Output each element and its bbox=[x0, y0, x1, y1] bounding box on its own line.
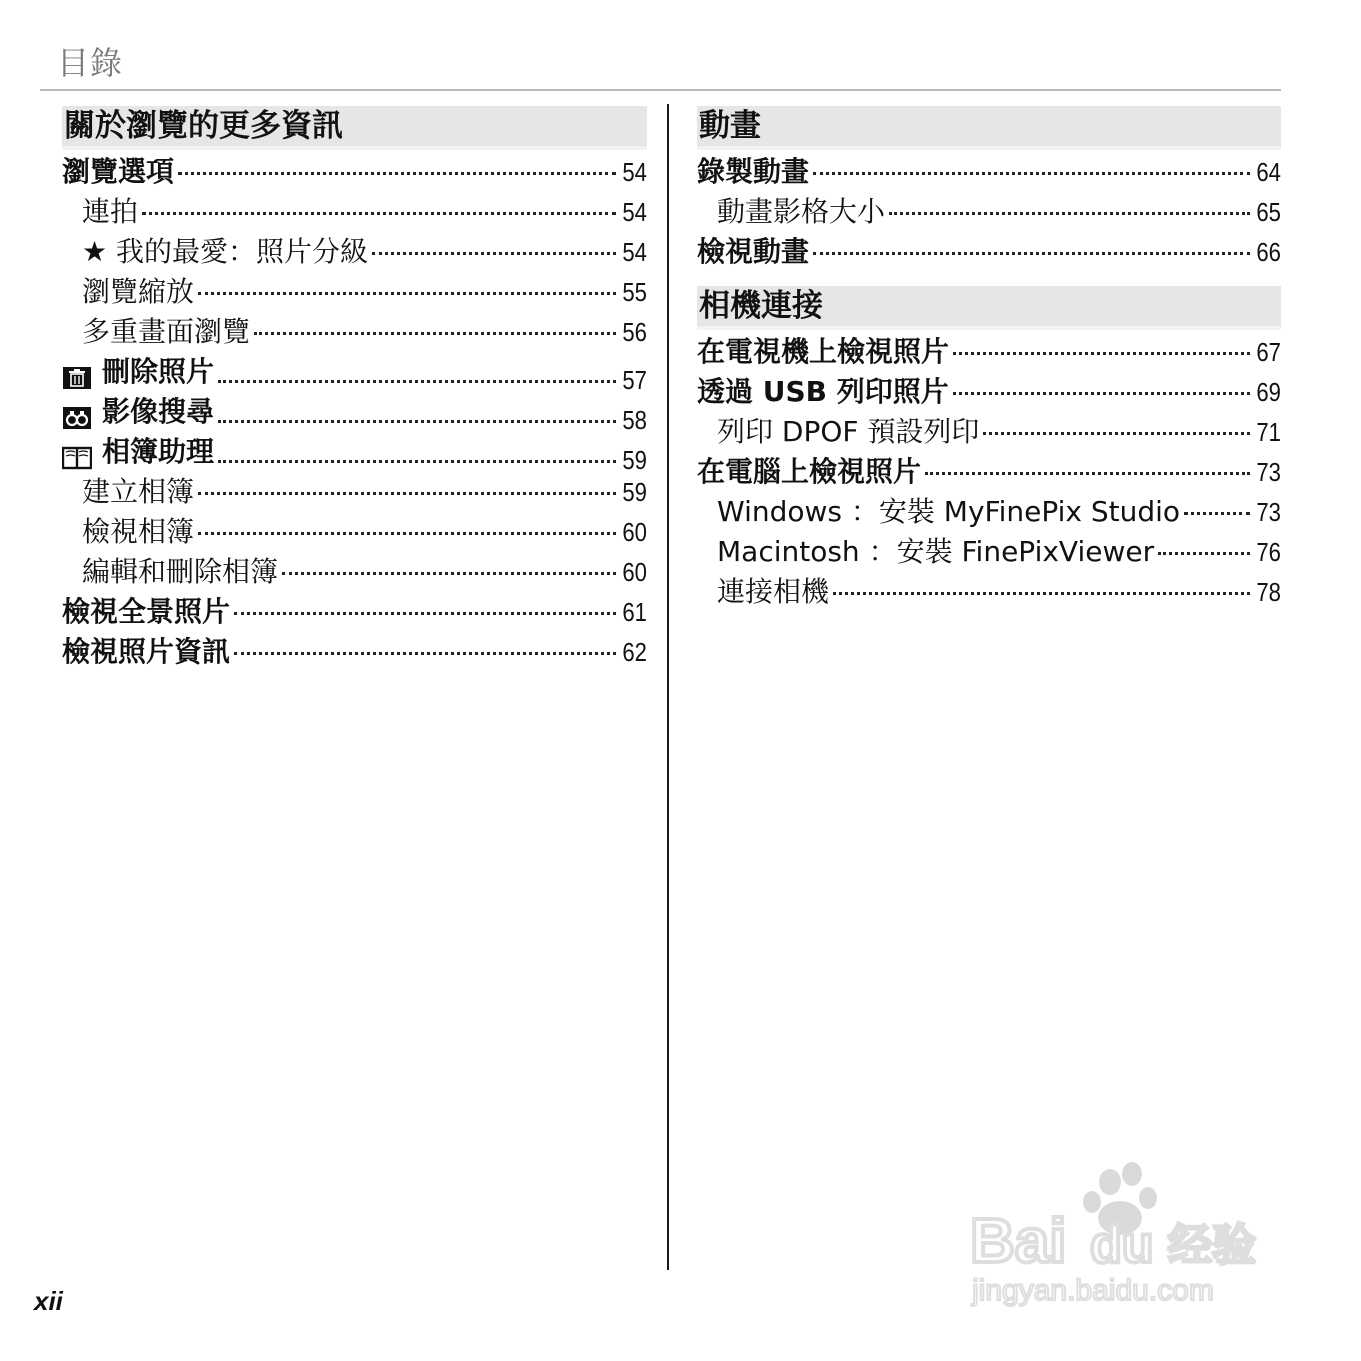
toc-entry[interactable] bbox=[697, 412, 1281, 452]
toc-page-number: 54 bbox=[622, 197, 647, 227]
dot-leader bbox=[234, 652, 616, 655]
svg-text:Bai: Bai bbox=[970, 1207, 1067, 1276]
toc-page-number: 57 bbox=[622, 365, 647, 395]
column-divider bbox=[667, 104, 669, 1270]
toc-page-number: 55 bbox=[622, 277, 647, 307]
toc-entry[interactable] bbox=[62, 632, 647, 672]
page-header-title: 目錄 bbox=[57, 44, 124, 82]
toc-page-number: 69 bbox=[1256, 377, 1281, 407]
toc-entry-label: ★ 我的最愛：照片分級 bbox=[82, 235, 369, 268]
toc-entry[interactable] bbox=[62, 592, 647, 632]
toc-entry-title bbox=[697, 332, 949, 372]
toc-page-number: 65 bbox=[1256, 197, 1281, 227]
toc-entry-title bbox=[62, 432, 214, 472]
section-heading: 動畫 bbox=[697, 106, 1281, 150]
toc-entry-label: Windows ：安裝 MyFinePix Studio bbox=[717, 495, 1181, 528]
toc-entry-label: 檢視全景照片 bbox=[62, 595, 231, 628]
page-number: xii bbox=[34, 1286, 63, 1316]
left-column bbox=[62, 106, 647, 686]
toc-entry-label: 多重畫面瀏覽 bbox=[82, 315, 251, 348]
toc-entry-title bbox=[82, 312, 250, 352]
toc-entry-title bbox=[697, 152, 809, 192]
toc-page-number: 64 bbox=[1256, 157, 1281, 187]
toc-entry-title bbox=[697, 372, 949, 412]
toc-entry-title bbox=[717, 572, 829, 612]
dot-leader bbox=[372, 252, 616, 255]
toc-entry[interactable] bbox=[62, 552, 647, 592]
toc-entry[interactable] bbox=[697, 452, 1281, 492]
baidu-watermark-logo bbox=[968, 1160, 1288, 1310]
toc-section bbox=[697, 286, 1281, 612]
toc-entry-label: 連拍 bbox=[82, 195, 139, 228]
dot-leader bbox=[234, 612, 616, 615]
toc-page-number: 60 bbox=[622, 517, 647, 547]
toc-page-number: 66 bbox=[1256, 237, 1281, 267]
toc-entry[interactable] bbox=[62, 432, 647, 475]
dot-leader bbox=[218, 380, 616, 383]
toc-entry-title bbox=[62, 352, 214, 392]
toc-entry-label: 透過 USB 列印照片 bbox=[697, 375, 949, 408]
toc-entry-title bbox=[82, 232, 368, 272]
toc-section bbox=[697, 106, 1281, 272]
toc-page-number: 78 bbox=[1256, 577, 1281, 607]
toc-entry-title bbox=[62, 592, 230, 632]
dot-leader bbox=[983, 432, 1250, 435]
toc-page-number: 67 bbox=[1256, 337, 1281, 367]
toc-entry-label: 在電腦上檢視照片 bbox=[697, 455, 922, 488]
toc-page-number: 60 bbox=[622, 557, 647, 587]
toc-entry-label: 列印 DPOF 預設列印 bbox=[717, 415, 980, 448]
toc-entry[interactable] bbox=[62, 392, 647, 435]
toc-entry-title bbox=[82, 552, 278, 592]
toc-page-number: 73 bbox=[1256, 497, 1281, 527]
toc-entry-title bbox=[82, 192, 138, 232]
toc-entry-label: 檢視動畫 bbox=[697, 235, 810, 268]
toc-page-number: 56 bbox=[622, 317, 647, 347]
toc-entry[interactable] bbox=[62, 192, 647, 232]
toc-entry-label: 編輯和刪除相簿 bbox=[82, 555, 279, 588]
toc-page-number: 61 bbox=[622, 597, 647, 627]
svg-text:经验: 经验 bbox=[1168, 1220, 1256, 1271]
dot-leader bbox=[218, 420, 616, 423]
dot-leader bbox=[833, 592, 1250, 595]
trash-icon bbox=[62, 361, 92, 385]
toc-entry[interactable] bbox=[697, 372, 1281, 412]
toc-entry[interactable] bbox=[62, 512, 647, 552]
binoculars-icon bbox=[62, 401, 92, 425]
dot-leader bbox=[218, 460, 616, 463]
header-rule bbox=[40, 89, 1281, 91]
toc-entry[interactable] bbox=[697, 492, 1281, 532]
toc-entry-label: Macintosh ：安裝 FinePixViewer bbox=[717, 535, 1155, 568]
toc-page-number: 54 bbox=[622, 237, 647, 267]
toc-page-number: 54 bbox=[622, 157, 647, 187]
dot-leader bbox=[889, 212, 1250, 215]
dot-leader bbox=[142, 212, 616, 215]
toc-entry-label: 在電視機上檢視照片 bbox=[697, 335, 950, 368]
toc-page-number: 76 bbox=[1256, 537, 1281, 567]
toc-entry-title bbox=[717, 412, 979, 452]
toc-entry-label: 影像搜尋 bbox=[102, 395, 215, 428]
right-column bbox=[697, 106, 1281, 626]
dot-leader bbox=[813, 172, 1250, 175]
toc-entry[interactable] bbox=[62, 272, 647, 312]
dot-leader bbox=[953, 352, 1250, 355]
toc-entry-title bbox=[82, 272, 194, 312]
toc-entry[interactable] bbox=[62, 352, 647, 395]
dot-leader bbox=[254, 332, 616, 335]
toc-entry[interactable] bbox=[697, 232, 1281, 272]
svg-text:du: du bbox=[1090, 1216, 1154, 1274]
toc-entry[interactable] bbox=[697, 152, 1281, 192]
toc-entry-title bbox=[62, 632, 230, 672]
dot-leader bbox=[953, 392, 1250, 395]
toc-entry[interactable] bbox=[62, 152, 647, 192]
section-heading: 關於瀏覽的更多資訊 bbox=[62, 106, 647, 150]
toc-entry-label: 建立相簿 bbox=[82, 475, 195, 508]
toc-entry[interactable] bbox=[697, 192, 1281, 232]
book-icon bbox=[62, 441, 92, 465]
toc-entry-label: 相簿助理 bbox=[102, 435, 215, 468]
toc-entry-label: 刪除照片 bbox=[102, 355, 215, 388]
toc-entry-label: 瀏覽縮放 bbox=[82, 275, 195, 308]
toc-section bbox=[62, 106, 647, 672]
toc-entry-label: 動畫影格大小 bbox=[717, 195, 886, 228]
svg-text:jingyan.baidu.com: jingyan.baidu.com bbox=[972, 1274, 1214, 1307]
toc-entry-title bbox=[62, 152, 174, 192]
dot-leader bbox=[925, 472, 1250, 475]
toc-entry-title bbox=[697, 232, 809, 272]
toc-page-number: 71 bbox=[1256, 417, 1281, 447]
toc-entry-label: 錄製動畫 bbox=[697, 155, 810, 188]
toc-page-number: 58 bbox=[622, 405, 647, 435]
toc-entry-label: 檢視相簿 bbox=[82, 515, 195, 548]
toc-entry[interactable] bbox=[697, 332, 1281, 372]
toc-entry-label: 連接相機 bbox=[717, 575, 830, 608]
toc-entry-title bbox=[82, 472, 194, 512]
toc-entry[interactable] bbox=[62, 472, 647, 512]
dot-leader bbox=[1158, 552, 1250, 555]
toc-entry-title bbox=[717, 192, 885, 232]
toc-page-number: 62 bbox=[622, 637, 647, 667]
toc-entry-title bbox=[717, 532, 1154, 572]
dot-leader bbox=[1184, 512, 1250, 515]
dot-leader bbox=[198, 292, 616, 295]
dot-leader bbox=[198, 492, 616, 495]
toc-entry[interactable] bbox=[697, 532, 1281, 572]
toc-entry-title bbox=[62, 392, 214, 432]
toc-page-number: 73 bbox=[1256, 457, 1281, 487]
toc-entry[interactable] bbox=[62, 232, 647, 272]
dot-leader bbox=[282, 572, 616, 575]
toc-entry-label: 瀏覽選項 bbox=[62, 155, 175, 188]
toc-page-number: 59 bbox=[622, 445, 647, 475]
dot-leader bbox=[813, 252, 1250, 255]
toc-entry-title bbox=[717, 492, 1180, 532]
toc-entry[interactable] bbox=[697, 572, 1281, 612]
toc-entry-title bbox=[697, 452, 921, 492]
dot-leader bbox=[178, 172, 616, 175]
toc-entry[interactable] bbox=[62, 312, 647, 352]
section-heading: 相機連接 bbox=[697, 286, 1281, 330]
toc-page-number: 59 bbox=[622, 477, 647, 507]
toc-entry-label: 檢視照片資訊 bbox=[62, 635, 231, 668]
toc-entry-title bbox=[82, 512, 194, 552]
dot-leader bbox=[198, 532, 616, 535]
